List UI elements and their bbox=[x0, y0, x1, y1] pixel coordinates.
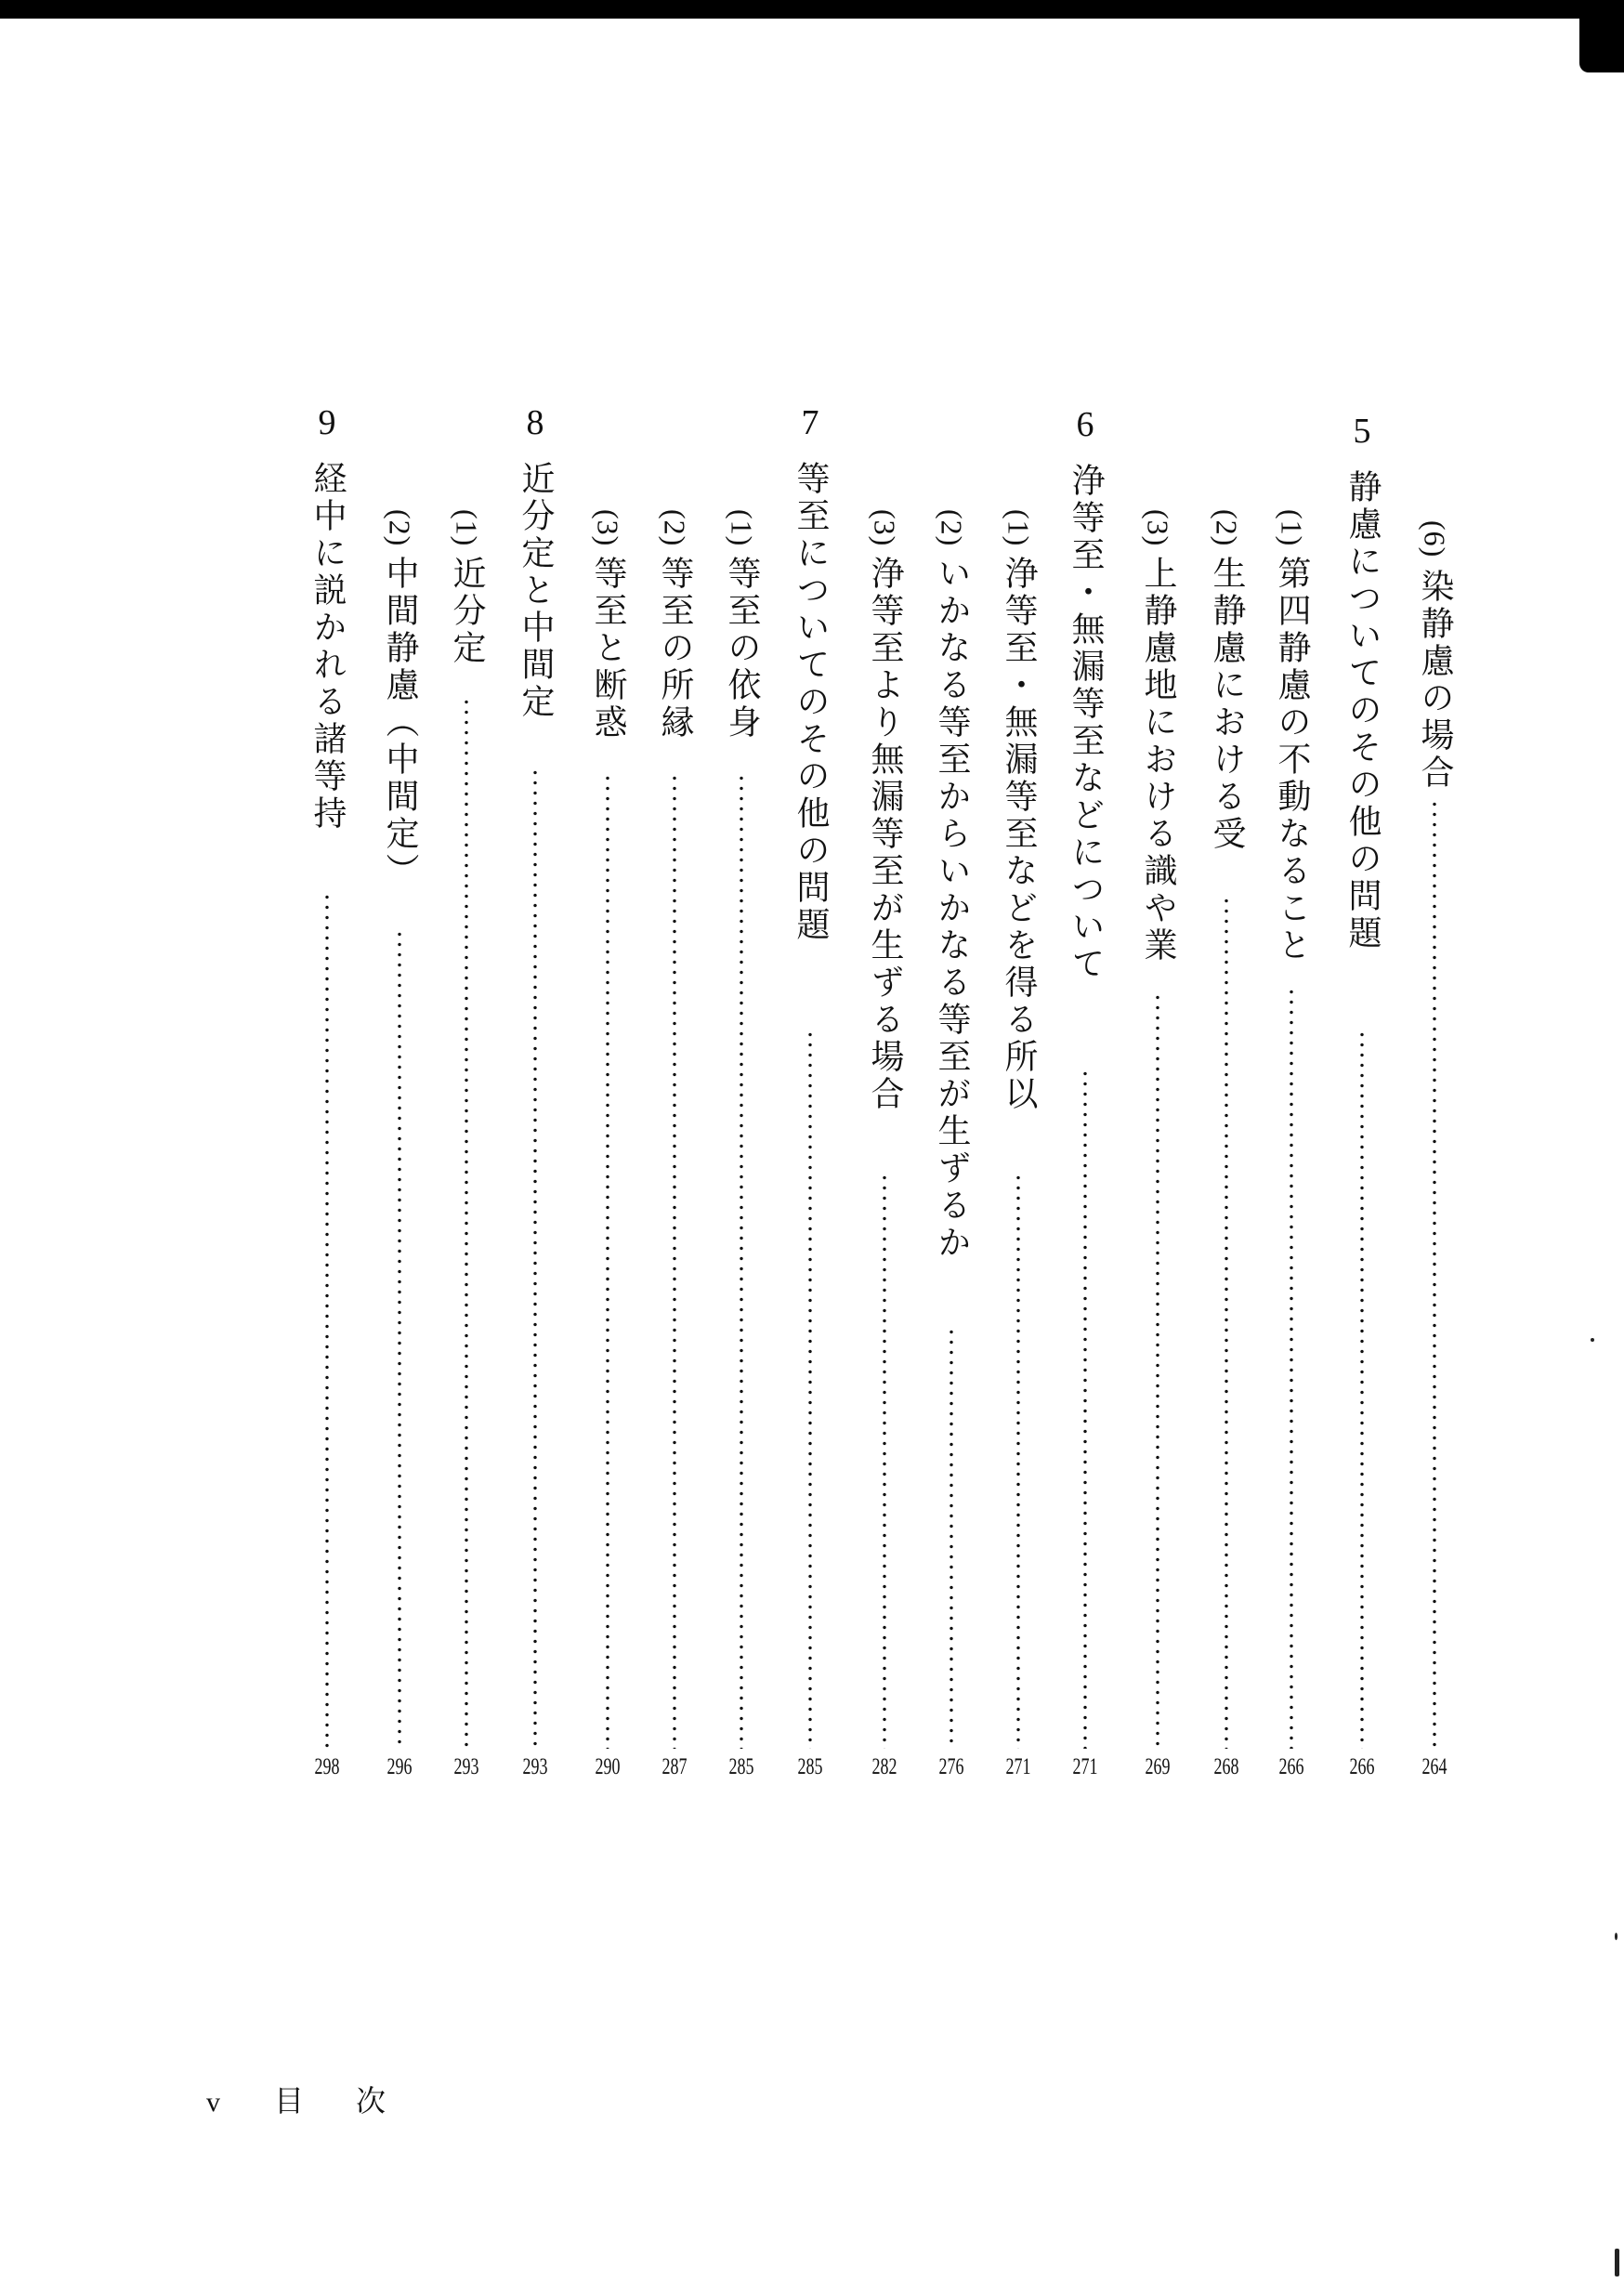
entry-marker: (1) bbox=[725, 509, 759, 547]
entry-marker: (3) bbox=[1141, 509, 1175, 547]
entry-title: 生静慮における受 bbox=[1208, 556, 1246, 854]
page-number: 269 bbox=[1145, 1754, 1171, 1779]
dot-leader bbox=[1433, 799, 1436, 1749]
entry-title: 浄等至・無漏等至などについて bbox=[1067, 463, 1105, 983]
dot-leader bbox=[883, 1173, 886, 1749]
section-number: 9 bbox=[318, 403, 336, 442]
page-number: 287 bbox=[661, 1754, 688, 1779]
entry-title: 等至についてのその他の問題 bbox=[792, 461, 830, 944]
scan-speck bbox=[1591, 1338, 1594, 1342]
dot-leader bbox=[1290, 987, 1293, 1749]
entry-title: いかなる等至からいかなる等至が生ずるか bbox=[933, 556, 971, 1263]
section-number: 6 bbox=[1076, 405, 1094, 444]
page-number: 298 bbox=[314, 1754, 340, 1779]
page-number: 271 bbox=[1072, 1754, 1098, 1779]
running-title: 目次 bbox=[274, 2083, 439, 2119]
entry-title: 等至の所縁 bbox=[656, 556, 694, 742]
page-number: 290 bbox=[595, 1754, 621, 1779]
section-number: 7 bbox=[801, 403, 819, 442]
entry-title: 経中に説かれる諸等持 bbox=[308, 461, 347, 833]
entry-marker: (2) bbox=[935, 509, 969, 547]
page-number: 266 bbox=[1278, 1754, 1304, 1779]
dot-leader bbox=[1360, 1030, 1364, 1749]
page-number: 264 bbox=[1421, 1754, 1447, 1779]
page-number: 296 bbox=[386, 1754, 413, 1779]
dot-leader bbox=[740, 773, 743, 1749]
entry-marker: (1) bbox=[450, 509, 484, 547]
section-number: 8 bbox=[526, 403, 544, 442]
dot-leader bbox=[398, 929, 401, 1749]
page-number: 285 bbox=[728, 1754, 754, 1779]
dot-leader bbox=[808, 1030, 812, 1749]
entry-title: 近分定 bbox=[448, 556, 486, 668]
page-number: 268 bbox=[1213, 1754, 1239, 1779]
entry-marker: (1) bbox=[1275, 509, 1309, 547]
section-number: 5 bbox=[1353, 412, 1371, 451]
dot-leader bbox=[325, 892, 329, 1749]
entry-marker: (3) bbox=[868, 509, 902, 547]
page-number: 293 bbox=[453, 1754, 479, 1779]
folio-number: v bbox=[206, 2087, 220, 2118]
entry-title: 上静慮地における識や業 bbox=[1139, 556, 1177, 965]
entry-marker: (1) bbox=[1002, 509, 1036, 547]
entry-title: 等至の依身 bbox=[723, 556, 761, 742]
page-number: 266 bbox=[1349, 1754, 1375, 1779]
page-number: 271 bbox=[1005, 1754, 1031, 1779]
entry-title: 中間静慮（中間定） bbox=[381, 556, 419, 891]
dot-leader bbox=[1016, 1173, 1020, 1749]
scan-border-corner bbox=[1579, 0, 1624, 72]
page-number: 293 bbox=[522, 1754, 548, 1779]
scan-speck bbox=[1615, 1933, 1617, 1940]
entry-marker: (2) bbox=[383, 509, 417, 547]
dot-leader bbox=[1225, 896, 1228, 1749]
entry-title: 等至と断惑 bbox=[589, 556, 627, 742]
dot-leader bbox=[606, 773, 609, 1749]
dot-leader bbox=[1156, 992, 1159, 1749]
entry-marker: (2) bbox=[1210, 509, 1244, 547]
running-footer bbox=[206, 2078, 438, 2120]
entry-title: 浄等至より無漏等至が生ずる場合 bbox=[866, 556, 904, 1114]
entry-marker: (6) bbox=[1418, 520, 1452, 558]
dot-leader bbox=[950, 1327, 953, 1749]
page-number: 285 bbox=[797, 1754, 823, 1779]
entry-marker: (3) bbox=[591, 509, 625, 547]
entry-title: 近分定と中間定 bbox=[517, 461, 555, 721]
entry-marker: (2) bbox=[658, 509, 692, 547]
entry-title: 第四静慮の不動なること bbox=[1273, 556, 1311, 965]
entry-title: 浄等至・無漏等至などを得る所以 bbox=[1000, 556, 1038, 1114]
entry-title: 染静慮の場合 bbox=[1416, 569, 1454, 793]
page-number: 282 bbox=[871, 1754, 897, 1779]
scan-border-top bbox=[0, 0, 1624, 19]
dot-leader bbox=[465, 697, 468, 1749]
dot-leader bbox=[673, 773, 676, 1749]
page-number: 276 bbox=[938, 1754, 964, 1779]
dot-leader bbox=[533, 768, 537, 1749]
dot-leader bbox=[1083, 1069, 1087, 1749]
entry-title: 静慮についてのその他の問題 bbox=[1343, 469, 1382, 952]
scan-speck bbox=[1615, 2249, 1619, 2276]
